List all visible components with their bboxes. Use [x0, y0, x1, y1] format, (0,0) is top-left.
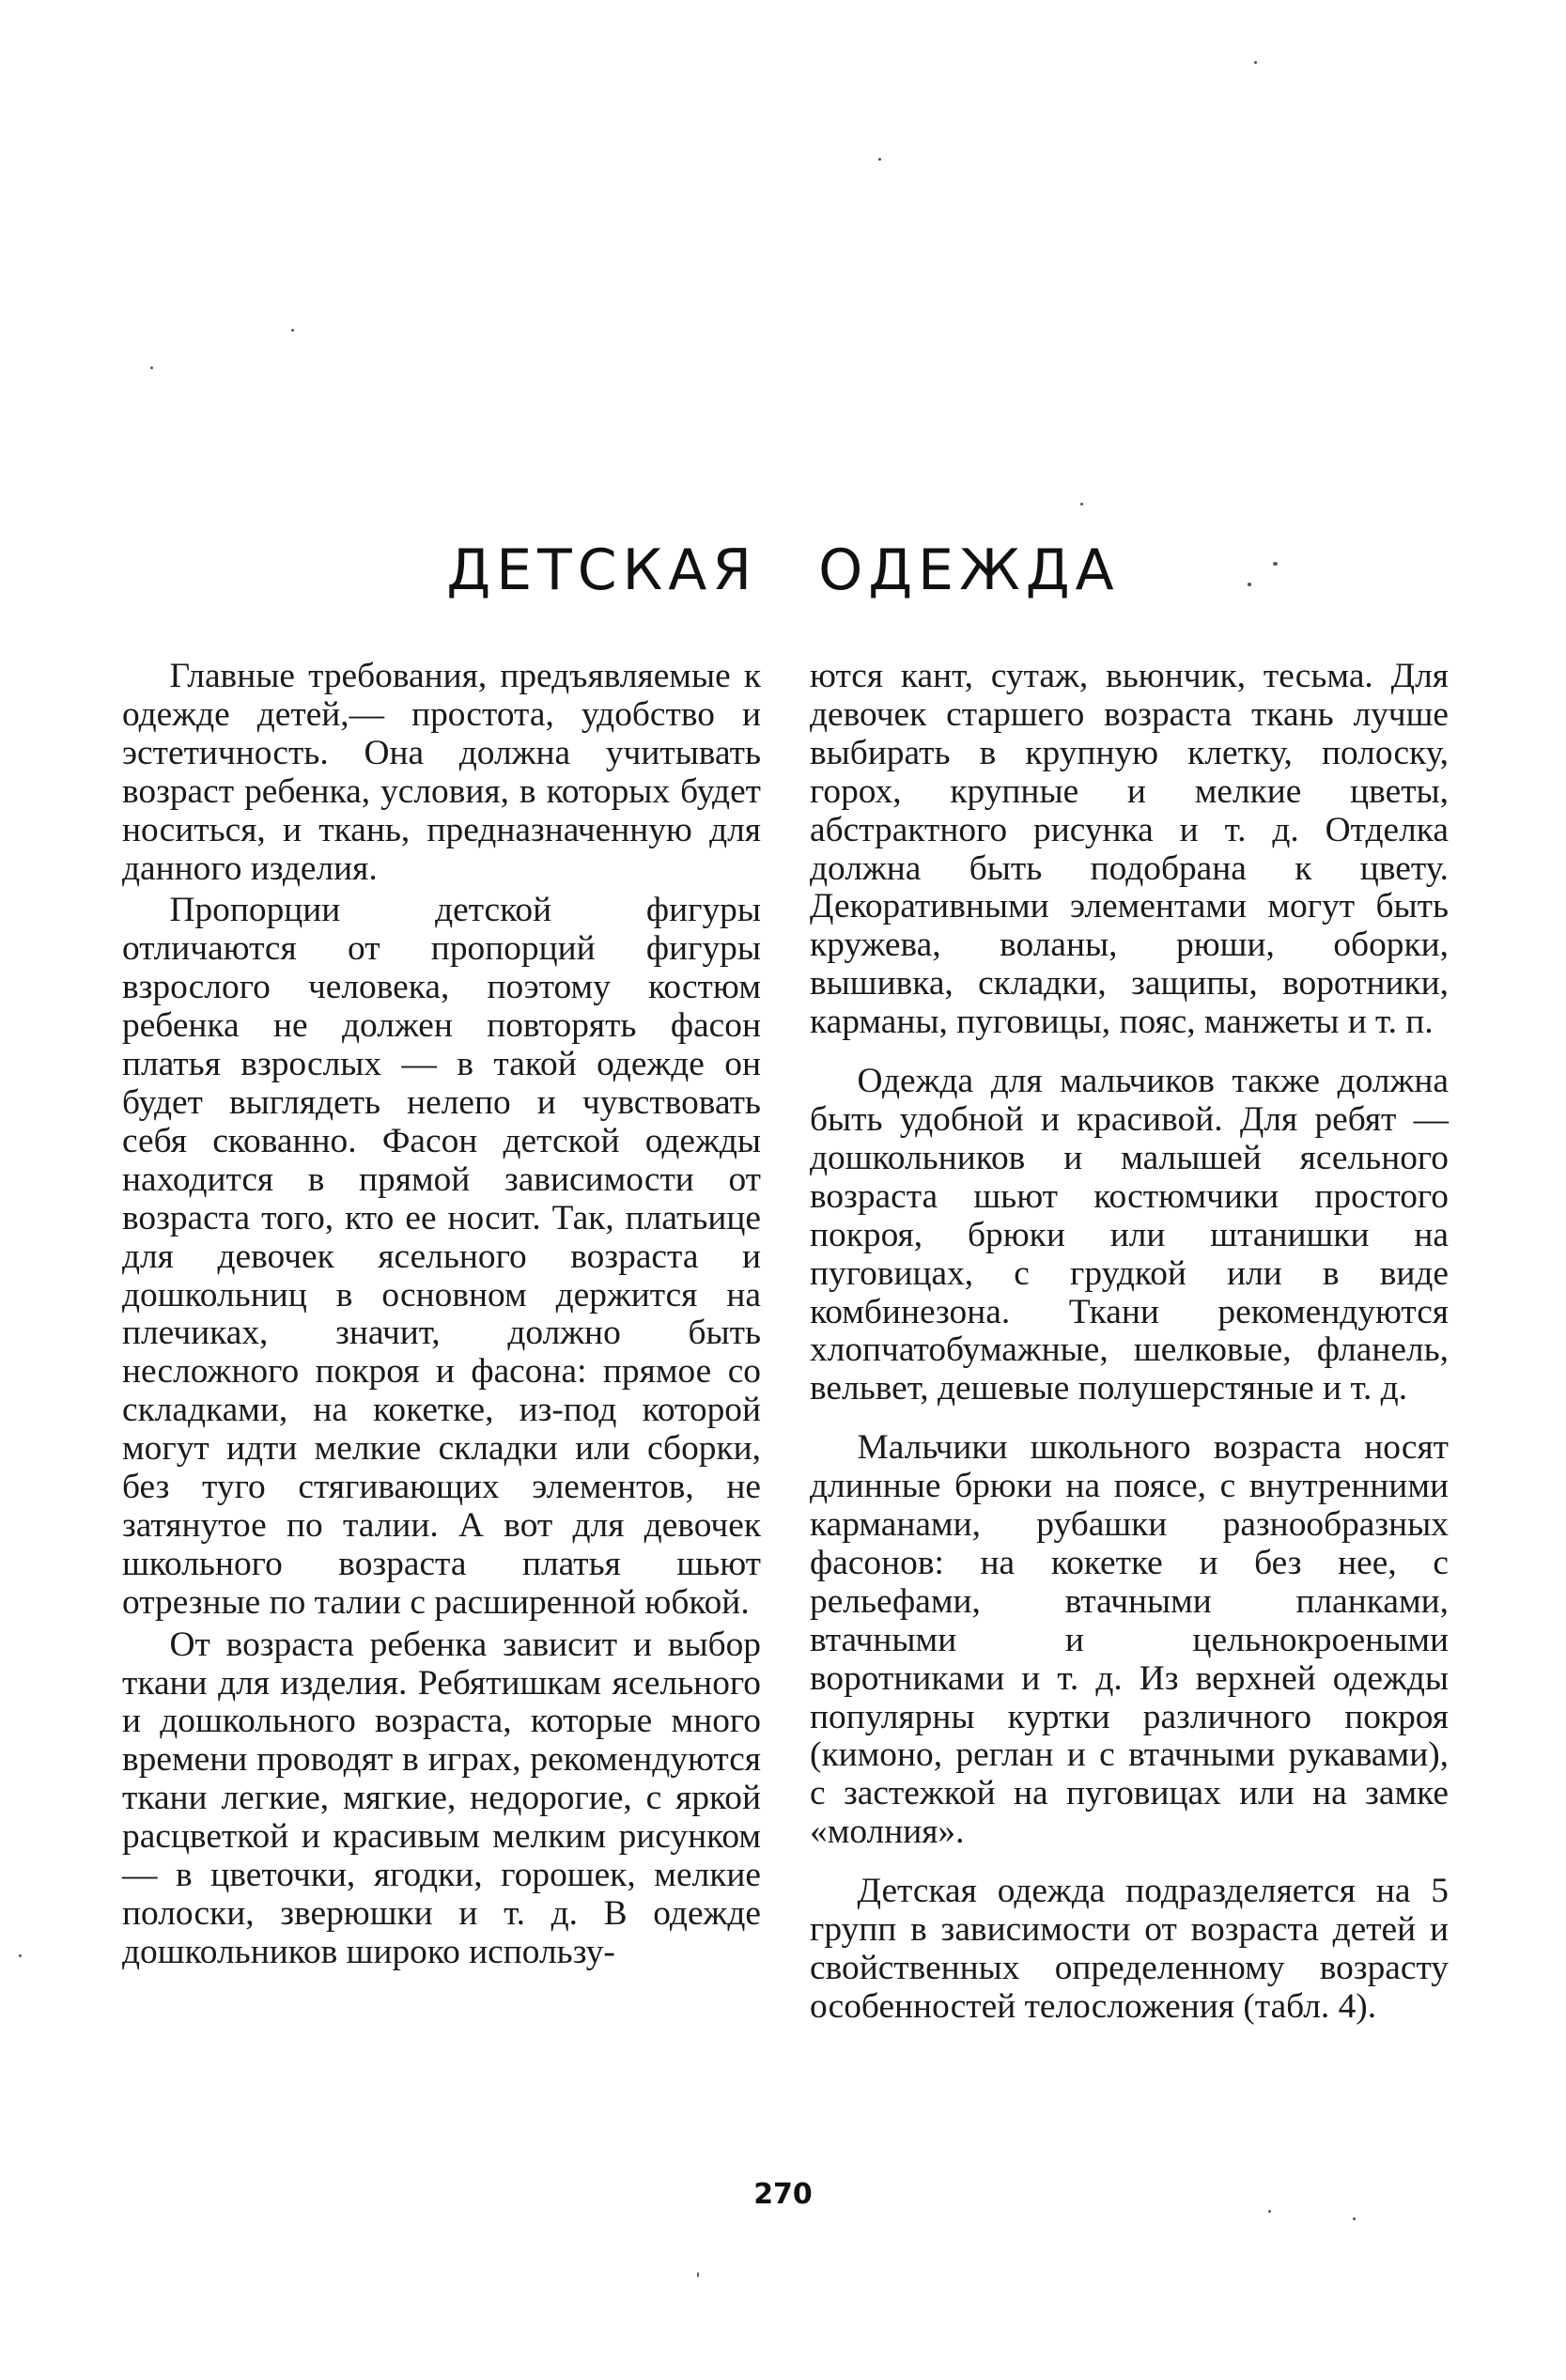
- scan-speck: [697, 2272, 699, 2278]
- paragraph: Одежда для мальчиков также должна быть удобной и красивой. Для ребят — дошкольников и малышей ясельного возраста шьют костюмчики простого покроя, брюки или штанишки на пуговицах, с грудкой или в виде комбинезона. Ткани рекомендуются хлопчатобумажные, шелковые, фланель, вельвет, дешевые полушерстяные и т. д.: [810, 1062, 1449, 1408]
- right-column: [810, 658, 1449, 2027]
- scan-speck: [19, 1954, 22, 1957]
- page-number: 270: [753, 2178, 813, 2211]
- paragraph: Пропорции детской фигуры отличаются от пропорций фигуры взрослого человека, поэтому костюм ребенка не должен повторять фасон платья взрослых — в такой одежде он будет выглядеть нелепо и чувствовать себя скованно. Фасон детской одежды находится в прямой зависимости от возраста того, кто ее носит. Так, платьице для девочек ясельного возраста и дошкольниц в основном держится на плечиках, значит, должно быть несложного покроя и фасона: прямое со складками, на кокетке, из-под которой могут идти мелкие складки или сборки, без туго стягивающих элементов, не затянутое по талии. А вот для девочек школьного возраста платья шьют отрезные по талии с расширенной юбкой.: [122, 891, 761, 1622]
- scan-speck: [1353, 2217, 1356, 2220]
- scan-speck: [1268, 2210, 1271, 2213]
- scan-speck: [1080, 503, 1083, 506]
- scan-speck: [1248, 583, 1251, 586]
- chapter-title: ДЕТСКАЯ ОДЕЖДА: [446, 537, 1120, 603]
- scan-speck: [150, 366, 153, 369]
- scan-speck: [1273, 562, 1278, 566]
- paragraph: Детская одежда подразделяется на 5 групп в зависимости от возраста детей и свойственных определенному возрасту особенностей телосложения (табл. 4).: [810, 1872, 1449, 2026]
- scan-speck: [291, 329, 294, 332]
- scan-speck: [878, 158, 881, 161]
- scan-speck: [1254, 61, 1257, 64]
- paragraph: Главные требования, предъявляемые к одежде детей,— простота, удобство и эстетичность. Она должна учитывать возраст ребенка, условия, в которых будет носиться, и ткань, предназначенную для данного изделия.: [122, 657, 761, 888]
- paragraph: ются кант, сутаж, вьюнчик, тесьма. Для девочек старшего возраста ткань лучше выбирать в крупную клетку, полоску, горох, крупные и мелкие цветы, абстрактного рисунка и т. д. Отделка должна быть подобрана к цвету. Декоративными элементами могут быть кружева, воланы, рюши, оборки, вышивка, складки, защипы, воротники, карманы, пуговицы, пояс, манжеты и т. п.: [810, 657, 1449, 1042]
- paragraph: От возраста ребенка зависит и выбор ткани для изделия. Ребятишкам ясельного и дошкольного возраста, которые много времени проводят в играх, рекомендуются ткани легкие, мягкие, недорогие, с яркой расцветкой и красивым мелким рисунком — в цветочки, ягодки, горошек, мелкие полоски, зверюшки и т. д. В одежде дошкольников широко использу-: [122, 1625, 761, 1971]
- paragraph: Мальчики школьного возраста носят длинные брюки на поясе, с внутренними карманами, рубашки разнообразных фасонов: на кокетке и без нее, с рельефами, втачными планками, втачными и цельнокроеными воротниками и т. д. Из верхней одежды популярны куртки различного покроя (кимоно, реглан и с втачными рукавами), с застежкой на пуговицах или на замке «молния».: [810, 1428, 1449, 1852]
- left-column: [122, 658, 761, 1972]
